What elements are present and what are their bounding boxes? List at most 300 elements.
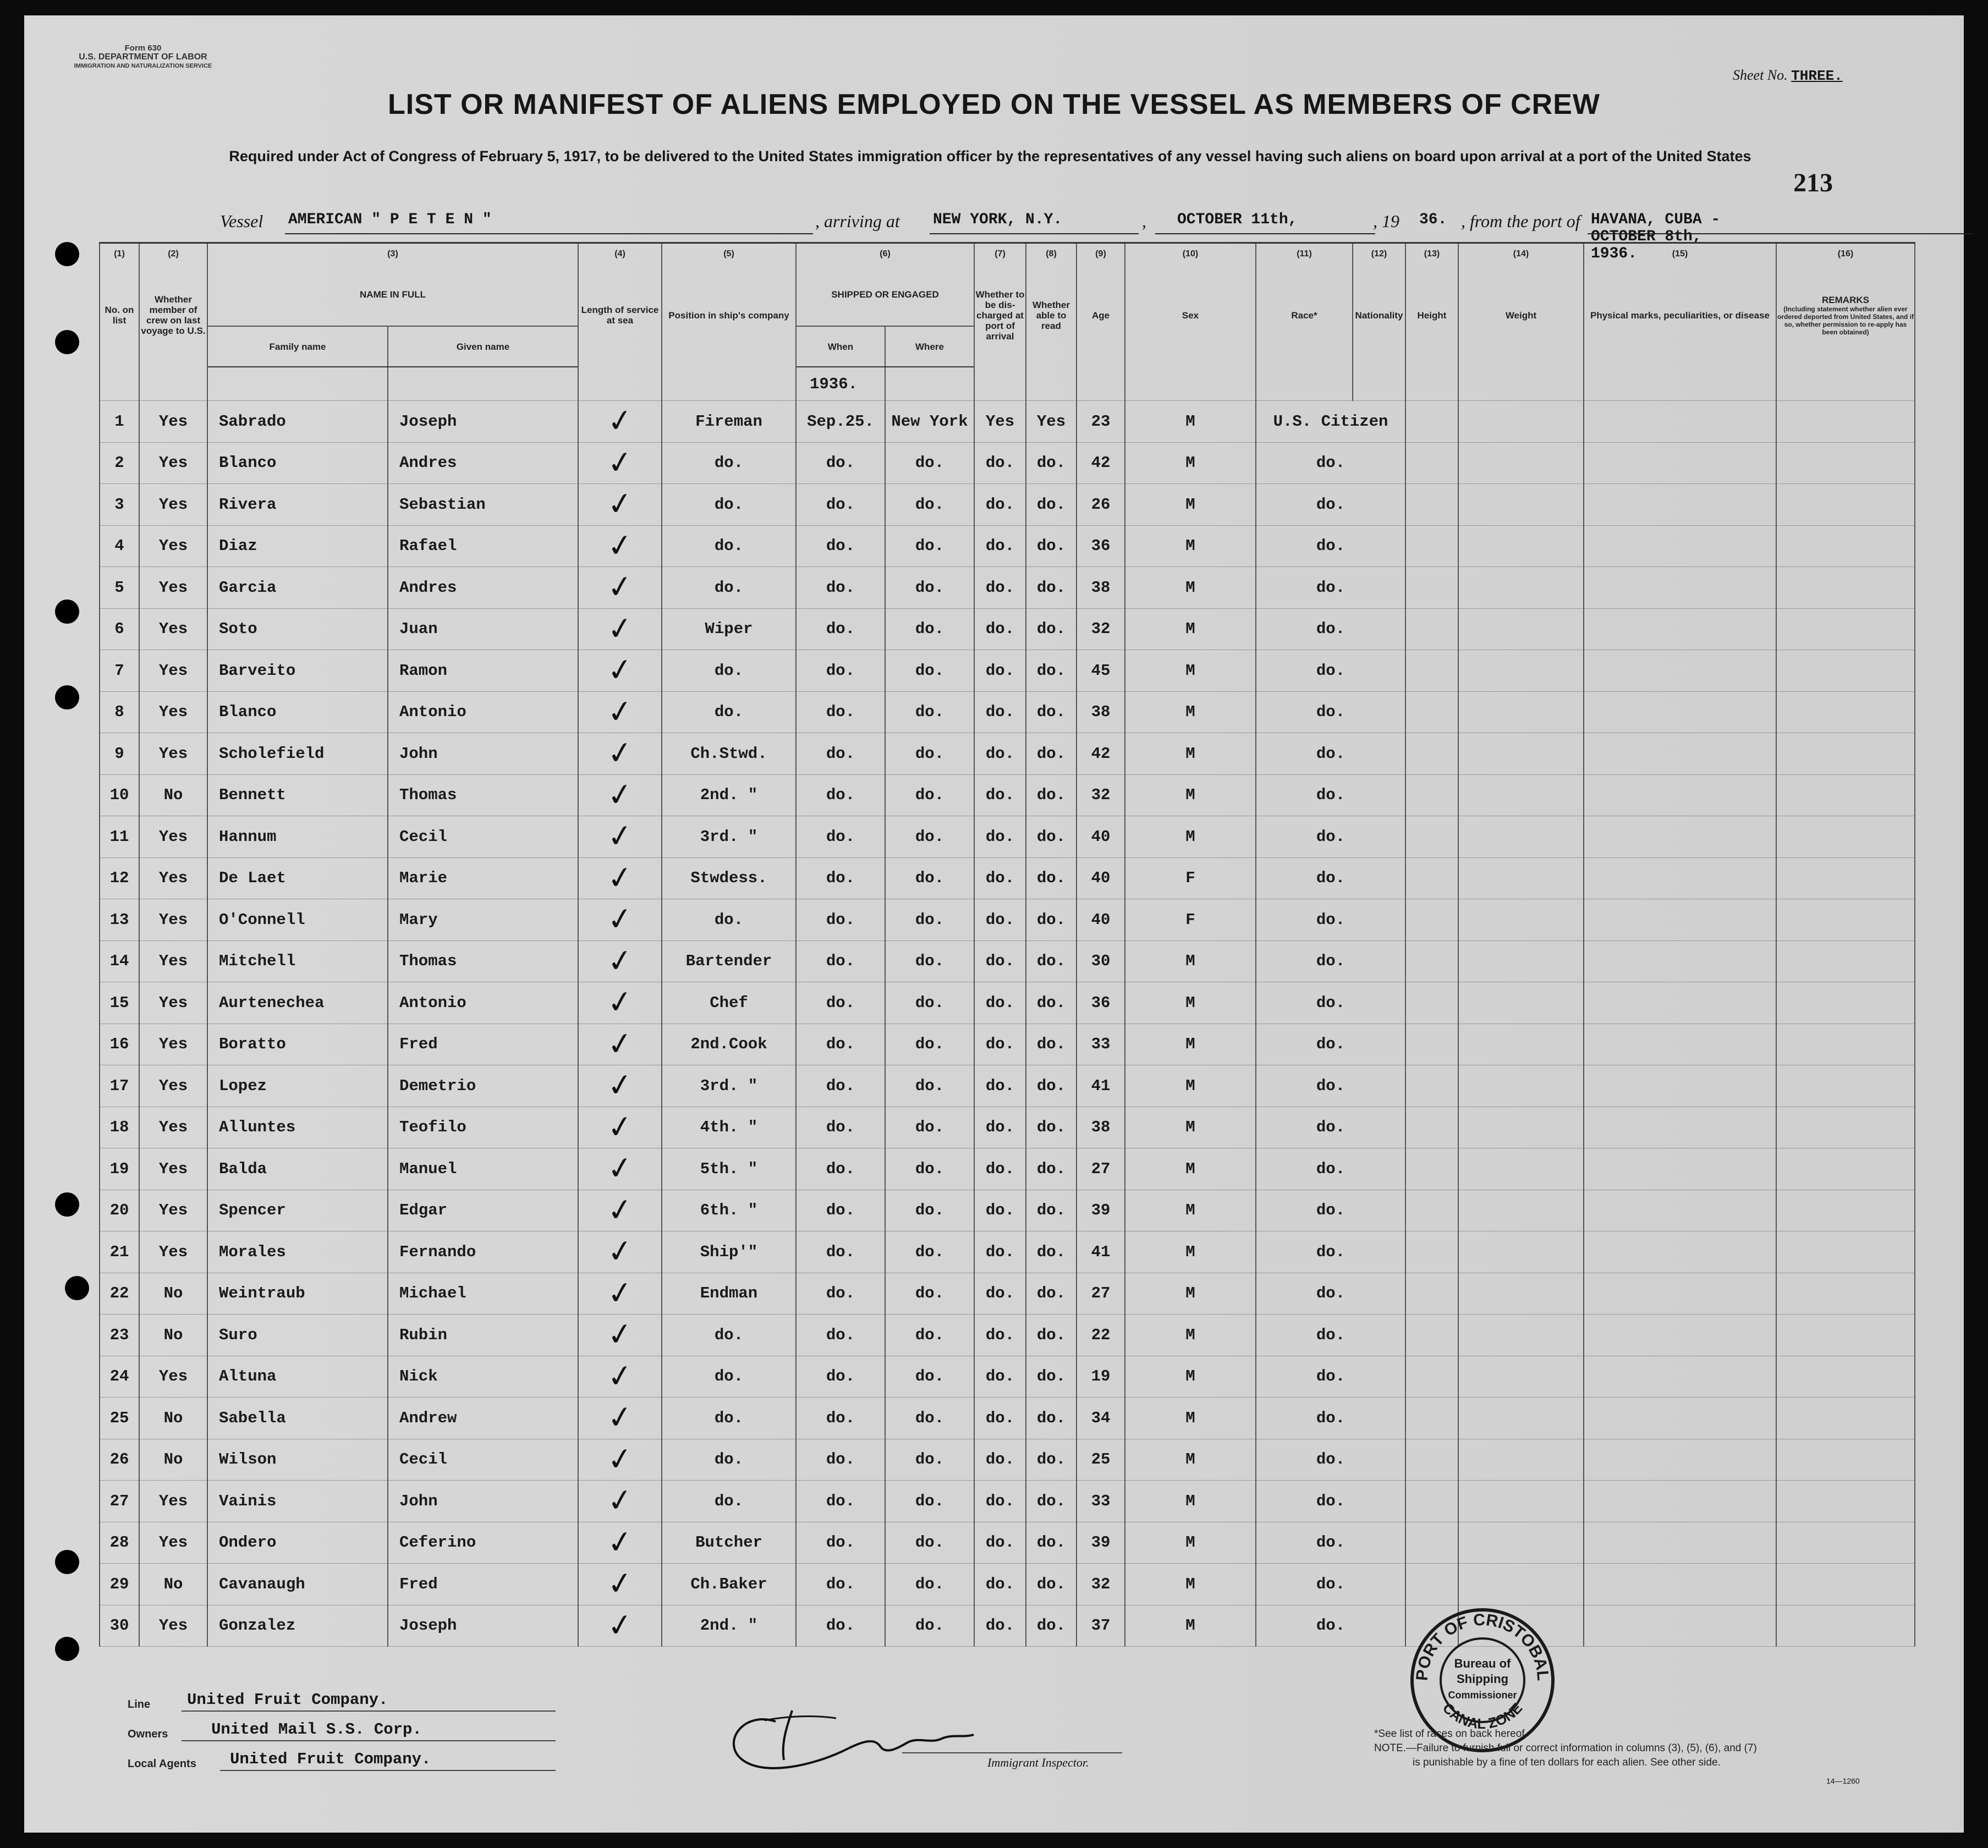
- vessel-name: AMERICAN " P E T E N ": [288, 211, 492, 228]
- remarks: [1776, 484, 1915, 526]
- remarks: [1776, 816, 1915, 858]
- weight: [1458, 1231, 1584, 1273]
- shipped-where: do.: [885, 982, 974, 1024]
- column-number: (15): [1584, 243, 1776, 264]
- checkmark-icon: ✓: [605, 568, 635, 607]
- position: do.: [662, 1314, 796, 1356]
- length-of-service: [578, 442, 662, 484]
- length-of-service: [578, 982, 662, 1024]
- remarks: [1776, 857, 1915, 899]
- year-prefix: , 19: [1373, 211, 1399, 231]
- list-number: 24: [100, 1356, 139, 1398]
- checkmark-icon: ✓: [605, 1398, 635, 1438]
- department-name: U.S. DEPARTMENT OF LABOR: [79, 52, 207, 62]
- discharged-flag: do.: [974, 1481, 1026, 1522]
- remarks: [1776, 525, 1915, 567]
- header-remarks: [1776, 263, 1915, 367]
- age: 41: [1077, 1231, 1125, 1273]
- sex: M: [1125, 1605, 1256, 1647]
- race: do.: [1256, 567, 1405, 609]
- position: do.: [662, 650, 796, 692]
- crew-member-flag: Yes: [139, 650, 207, 692]
- physical-marks: [1584, 650, 1776, 692]
- physical-marks: [1584, 1522, 1776, 1564]
- sex: M: [1125, 525, 1256, 567]
- checkmark-icon: ✓: [605, 692, 635, 732]
- shipped-when: do.: [796, 1356, 885, 1398]
- weight: [1458, 899, 1584, 941]
- shipped-where: do.: [885, 1439, 974, 1481]
- position: 2nd. ": [662, 1605, 796, 1647]
- shipped-when: do.: [796, 442, 885, 484]
- physical-marks: [1584, 1605, 1776, 1647]
- height: [1405, 1065, 1458, 1107]
- shipped-where: do.: [885, 1273, 974, 1314]
- age: 38: [1077, 1107, 1125, 1148]
- physical-marks: [1584, 857, 1776, 899]
- length-of-service: [578, 1231, 662, 1273]
- sex: M: [1125, 1190, 1256, 1231]
- remarks: [1776, 941, 1915, 982]
- family-name: Barveito: [207, 650, 388, 692]
- remarks-note: (Including statement whether alien ever ordered deported from United States, and if so, whether permission to re-apply has been obtained): [1777, 305, 1914, 336]
- list-number: 5: [100, 567, 139, 609]
- family-name: Suro: [207, 1314, 388, 1356]
- family-name: Ondero: [207, 1522, 388, 1564]
- crew-row: [100, 1190, 1915, 1231]
- family-name: Rivera: [207, 484, 388, 526]
- column-number: (8): [1026, 243, 1077, 264]
- given-name: Marie: [388, 857, 578, 899]
- age: 37: [1077, 1605, 1125, 1647]
- discharged-flag: do.: [974, 899, 1026, 941]
- height: [1405, 1522, 1458, 1564]
- binder-hole: [55, 1192, 79, 1217]
- crew-row: [100, 1148, 1915, 1190]
- able-to-read: do.: [1026, 1065, 1077, 1107]
- family-name: Boratto: [207, 1024, 388, 1065]
- physical-marks: [1584, 982, 1776, 1024]
- race: do.: [1256, 608, 1405, 650]
- discharged-flag: do.: [974, 1190, 1026, 1231]
- remarks: [1776, 733, 1915, 775]
- length-of-service: [578, 1107, 662, 1148]
- length-of-service: [578, 1605, 662, 1647]
- remarks: [1776, 899, 1915, 941]
- length-of-service: [578, 899, 662, 941]
- shipped-when: do.: [796, 1024, 885, 1065]
- weight: [1458, 691, 1584, 733]
- shipped-where: do.: [885, 1107, 974, 1148]
- remarks: [1776, 1439, 1915, 1481]
- sex: M: [1125, 1065, 1256, 1107]
- crew-member-flag: Yes: [139, 941, 207, 982]
- weight: [1458, 484, 1584, 526]
- length-of-service: [578, 1273, 662, 1314]
- sex: M: [1125, 401, 1256, 443]
- weight: [1458, 525, 1584, 567]
- height: [1405, 484, 1458, 526]
- position: 2nd. ": [662, 774, 796, 816]
- physical-marks: [1584, 1564, 1776, 1605]
- weight: [1458, 1564, 1584, 1605]
- checkmark-icon: ✓: [605, 983, 635, 1022]
- crew-member-flag: Yes: [139, 608, 207, 650]
- crew-member-flag: No: [139, 1273, 207, 1314]
- crew-row: [100, 525, 1915, 567]
- discharged-flag: do.: [974, 857, 1026, 899]
- length-of-service: [578, 1148, 662, 1190]
- given-name: Andres: [388, 567, 578, 609]
- list-number: 8: [100, 691, 139, 733]
- age: 32: [1077, 774, 1125, 816]
- able-to-read: do.: [1026, 442, 1077, 484]
- crew-member-flag: Yes: [139, 857, 207, 899]
- height: [1405, 691, 1458, 733]
- weight: [1458, 442, 1584, 484]
- crew-row: [100, 941, 1915, 982]
- length-of-service: [578, 608, 662, 650]
- stamp-center-line-2: Shipping: [1456, 1672, 1509, 1686]
- race: do.: [1256, 1356, 1405, 1398]
- binder-hole: [55, 330, 79, 354]
- length-of-service: [578, 1522, 662, 1564]
- height: [1405, 982, 1458, 1024]
- shipped-where: do.: [885, 567, 974, 609]
- position: do.: [662, 525, 796, 567]
- race: do.: [1256, 691, 1405, 733]
- weight: [1458, 816, 1584, 858]
- remarks: [1776, 1564, 1915, 1605]
- age: 40: [1077, 857, 1125, 899]
- position: 3rd. ": [662, 1065, 796, 1107]
- header-no-on-list: No. on list: [100, 263, 139, 367]
- family-name: Alluntes: [207, 1107, 388, 1148]
- physical-marks: [1584, 1273, 1776, 1314]
- given-name: Andres: [388, 442, 578, 484]
- position: 4th. ": [662, 1107, 796, 1148]
- physical-marks: [1584, 816, 1776, 858]
- crew-row: [100, 816, 1915, 858]
- position: do.: [662, 1439, 796, 1481]
- list-number: 13: [100, 899, 139, 941]
- race: do.: [1256, 1107, 1405, 1148]
- discharged-flag: do.: [974, 1231, 1026, 1273]
- shipped-where: do.: [885, 1065, 974, 1107]
- sex: M: [1125, 982, 1256, 1024]
- list-number: 25: [100, 1398, 139, 1439]
- physical-marks: [1584, 1398, 1776, 1439]
- physical-marks: [1584, 1231, 1776, 1273]
- binder-hole: [55, 1637, 79, 1661]
- sex: M: [1125, 1148, 1256, 1190]
- list-number: 17: [100, 1065, 139, 1107]
- crew-row: [100, 1107, 1915, 1148]
- able-to-read: do.: [1026, 1148, 1077, 1190]
- physical-marks: [1584, 401, 1776, 443]
- age: 36: [1077, 525, 1125, 567]
- sex: M: [1125, 1439, 1256, 1481]
- checkmark-icon: ✓: [605, 941, 635, 981]
- crew-row: [100, 1231, 1915, 1273]
- physical-marks: [1584, 691, 1776, 733]
- crew-member-flag: No: [139, 1314, 207, 1356]
- physical-marks: [1584, 608, 1776, 650]
- crew-member-flag: Yes: [139, 1522, 207, 1564]
- discharged-flag: do.: [974, 816, 1026, 858]
- position: Endman: [662, 1273, 796, 1314]
- family-name: Blanco: [207, 442, 388, 484]
- discharged-flag: do.: [974, 1273, 1026, 1314]
- height: [1405, 857, 1458, 899]
- discharged-flag: do.: [974, 1148, 1026, 1190]
- crew-member-flag: Yes: [139, 1231, 207, 1273]
- height: [1405, 1398, 1458, 1439]
- column-number: (7): [974, 243, 1026, 264]
- svg-text:PORT OF CRISTOBAL: [1413, 1611, 1552, 1681]
- header-physical-marks: Physical marks, peculiarities, or disease: [1584, 263, 1776, 367]
- shipped-where: do.: [885, 650, 974, 692]
- discharged-flag: Yes: [974, 401, 1026, 443]
- list-number: 22: [100, 1273, 139, 1314]
- age: 23: [1077, 401, 1125, 443]
- crew-row: [100, 1024, 1915, 1065]
- length-of-service: [578, 1314, 662, 1356]
- checkmark-icon: ✓: [605, 1024, 635, 1064]
- list-number: 9: [100, 733, 139, 775]
- binder-hole: [65, 1276, 89, 1300]
- height: [1405, 1314, 1458, 1356]
- year-value: 1936.: [796, 367, 885, 401]
- crew-row: [100, 857, 1915, 899]
- weight: [1458, 1356, 1584, 1398]
- physical-marks: [1584, 1107, 1776, 1148]
- header-sex: Sex: [1125, 263, 1256, 367]
- height: [1405, 608, 1458, 650]
- crew-member-flag: Yes: [139, 1190, 207, 1231]
- physical-marks: [1584, 774, 1776, 816]
- height: [1405, 1024, 1458, 1065]
- crew-member-flag: Yes: [139, 1481, 207, 1522]
- crew-member-flag: No: [139, 1564, 207, 1605]
- height: [1405, 816, 1458, 858]
- crew-row: [100, 567, 1915, 609]
- given-name: Demetrio: [388, 1065, 578, 1107]
- weight: [1458, 401, 1584, 443]
- list-number: 26: [100, 1439, 139, 1481]
- age: 38: [1077, 691, 1125, 733]
- stamp-center-line-3: Commissioner: [1448, 1690, 1517, 1701]
- family-name: Sabella: [207, 1398, 388, 1439]
- fine-note-line-1: NOTE.—Failure to furnish full or correct information in columns (3), (5), (6), and (7): [1374, 1742, 1757, 1754]
- sex: M: [1125, 1024, 1256, 1065]
- checkmark-icon: ✓: [605, 485, 635, 524]
- length-of-service: [578, 1564, 662, 1605]
- family-name: Hannum: [207, 816, 388, 858]
- able-to-read: do.: [1026, 857, 1077, 899]
- line-value: United Fruit Company.: [187, 1691, 388, 1709]
- crew-row: [100, 484, 1915, 526]
- given-name: John: [388, 1481, 578, 1522]
- length-of-service: [578, 525, 662, 567]
- column-number: (13): [1405, 243, 1458, 264]
- height: [1405, 774, 1458, 816]
- header-weight: Weight: [1458, 263, 1584, 367]
- given-name: Teofilo: [388, 1107, 578, 1148]
- height: [1405, 442, 1458, 484]
- able-to-read: do.: [1026, 1314, 1077, 1356]
- shipped-where: do.: [885, 1314, 974, 1356]
- able-to-read: do.: [1026, 525, 1077, 567]
- race: do.: [1256, 1439, 1405, 1481]
- position: Ch.Stwd.: [662, 733, 796, 775]
- age: 34: [1077, 1398, 1125, 1439]
- family-name: Gonzalez: [207, 1605, 388, 1647]
- given-name: Rubin: [388, 1314, 578, 1356]
- age: 39: [1077, 1522, 1125, 1564]
- arrival-year: 36.: [1419, 211, 1447, 228]
- list-number: 27: [100, 1481, 139, 1522]
- family-name: Diaz: [207, 525, 388, 567]
- shipped-when: do.: [796, 1605, 885, 1647]
- crew-row: [100, 442, 1915, 484]
- list-number: 10: [100, 774, 139, 816]
- race: do.: [1256, 816, 1405, 858]
- sex: M: [1125, 1107, 1256, 1148]
- age: 39: [1077, 1190, 1125, 1231]
- header-race: Race*: [1256, 263, 1353, 367]
- column-number: (14): [1458, 243, 1584, 264]
- discharged-flag: do.: [974, 1439, 1026, 1481]
- age: 32: [1077, 608, 1125, 650]
- header-length-of-service: Length of service at sea: [578, 263, 662, 367]
- column-number: (4): [578, 243, 662, 264]
- shipped-when: do.: [796, 1481, 885, 1522]
- shipped-when: do.: [796, 1522, 885, 1564]
- remarks: [1776, 774, 1915, 816]
- physical-marks: [1584, 567, 1776, 609]
- binder-hole: [55, 600, 79, 624]
- header-able-to-read: Whether able to read: [1026, 263, 1077, 367]
- position: Butcher: [662, 1522, 796, 1564]
- crew-manifest-table: [99, 242, 1915, 1647]
- sex: M: [1125, 650, 1256, 692]
- vessel-line: Vessel AMERICAN " P E T E N " , arriving at NEW YORK, N.Y. , OCTOBER 11th, , 19 36. , from the port of HAVANA, CUBA - OCTOBER 8th, 1936.: [220, 209, 1755, 235]
- age: 27: [1077, 1148, 1125, 1190]
- physical-marks: [1584, 525, 1776, 567]
- inspector-label: Immigrant Inspector.: [987, 1756, 1089, 1769]
- list-number: 30: [100, 1605, 139, 1647]
- stamp-ring-bottom: CANAL ZONE: [1439, 1700, 1526, 1733]
- physical-marks: [1584, 484, 1776, 526]
- race: do.: [1256, 1481, 1405, 1522]
- given-name: Antonio: [388, 691, 578, 733]
- weight: [1458, 1522, 1584, 1564]
- form-number: Form 630: [124, 43, 162, 53]
- family-name: Cavanaugh: [207, 1564, 388, 1605]
- list-number: 15: [100, 982, 139, 1024]
- checkmark-icon: ✓: [605, 651, 635, 690]
- crew-row: [100, 1481, 1915, 1522]
- given-name: Cecil: [388, 1439, 578, 1481]
- discharged-flag: do.: [974, 1356, 1026, 1398]
- able-to-read: do.: [1026, 1356, 1077, 1398]
- column-number: (3): [207, 243, 578, 264]
- shipped-where: do.: [885, 1481, 974, 1522]
- shipped-where: do.: [885, 1356, 974, 1398]
- column-number: (5): [662, 243, 796, 264]
- position: Ch.Baker: [662, 1564, 796, 1605]
- height: [1405, 1439, 1458, 1481]
- shipped-where: do.: [885, 857, 974, 899]
- race: do.: [1256, 650, 1405, 692]
- physical-marks: [1584, 941, 1776, 982]
- crew-row: [100, 1065, 1915, 1107]
- given-name: Fred: [388, 1024, 578, 1065]
- sex: M: [1125, 1231, 1256, 1273]
- race: do.: [1256, 774, 1405, 816]
- crew-member-flag: Yes: [139, 733, 207, 775]
- race: do.: [1256, 1024, 1405, 1065]
- discharged-flag: do.: [974, 484, 1026, 526]
- height: [1405, 1273, 1458, 1314]
- discharged-flag: do.: [974, 733, 1026, 775]
- position: do.: [662, 1481, 796, 1522]
- crew-member-flag: No: [139, 1439, 207, 1481]
- height: [1405, 1148, 1458, 1190]
- departure-port: HAVANA, CUBA - OCTOBER 8th, 1936.: [1591, 211, 1721, 262]
- checkmark-icon: ✓: [605, 858, 635, 898]
- given-name: Fernando: [388, 1231, 578, 1273]
- weight: [1458, 650, 1584, 692]
- header-discharged: Whether to be dis-charged at port of arrival: [974, 263, 1026, 367]
- family-name: Scholefield: [207, 733, 388, 775]
- list-number: 29: [100, 1564, 139, 1605]
- crew-member-flag: Yes: [139, 1605, 207, 1647]
- list-number: 2: [100, 442, 139, 484]
- crew-row: [100, 1273, 1915, 1314]
- height: [1405, 1231, 1458, 1273]
- arriving-label: , arriving at: [815, 211, 900, 231]
- list-number: 3: [100, 484, 139, 526]
- shipped-when: do.: [796, 567, 885, 609]
- length-of-service: [578, 567, 662, 609]
- weight: [1458, 608, 1584, 650]
- arriving-port: NEW YORK, N.Y.: [933, 211, 1063, 228]
- crew-member-flag: Yes: [139, 401, 207, 443]
- age: 36: [1077, 982, 1125, 1024]
- checkmark-icon: ✓: [605, 1273, 635, 1313]
- able-to-read: do.: [1026, 1564, 1077, 1605]
- header-when: When: [796, 326, 885, 367]
- given-name: Mary: [388, 899, 578, 941]
- race: do.: [1256, 1065, 1405, 1107]
- crew-member-flag: Yes: [139, 484, 207, 526]
- checkmark-icon: ✓: [605, 775, 635, 815]
- sex: M: [1125, 1398, 1256, 1439]
- shipped-when: do.: [796, 1439, 885, 1481]
- shipped-where: do.: [885, 1398, 974, 1439]
- position: Fireman: [662, 401, 796, 443]
- given-name: Sebastian: [388, 484, 578, 526]
- crew-row: [100, 691, 1915, 733]
- list-number: 1: [100, 401, 139, 443]
- able-to-read: do.: [1026, 1024, 1077, 1065]
- race: U.S. Citizen: [1256, 401, 1405, 443]
- able-to-read: do.: [1026, 1231, 1077, 1273]
- crew-member-flag: No: [139, 774, 207, 816]
- shipped-where: do.: [885, 733, 974, 775]
